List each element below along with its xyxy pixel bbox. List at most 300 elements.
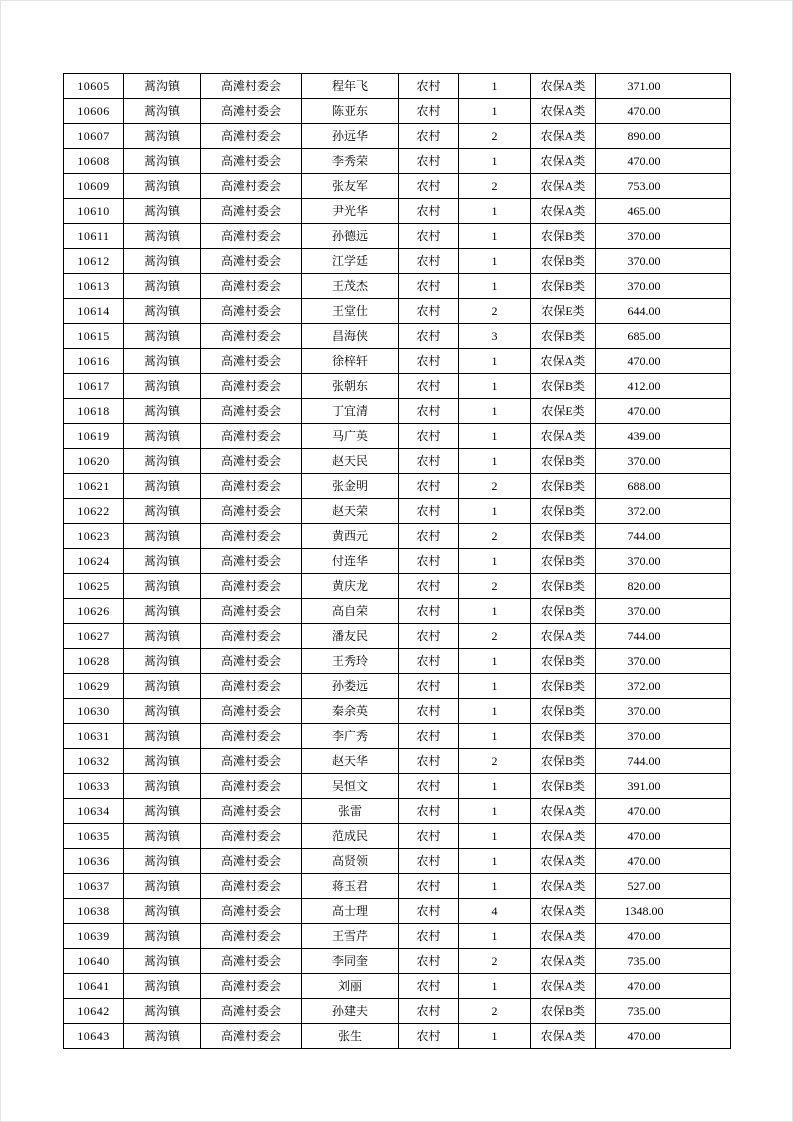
cell-category: 农保E类: [531, 399, 596, 424]
cell-village: 高滩村委会: [201, 524, 302, 549]
cell-id: 10614: [64, 299, 124, 324]
cell-village: 高滩村委会: [201, 174, 302, 199]
cell-village: 高滩村委会: [201, 324, 302, 349]
table-row: [64, 874, 731, 899]
cell-category: 农保A类: [531, 174, 596, 199]
cell-town: 蒿沟镇: [124, 549, 201, 574]
cell-village: 高滩村委会: [201, 99, 302, 124]
cell-amount: 527.00: [596, 874, 731, 899]
cell-count: 2: [459, 124, 531, 149]
cell-id: 10613: [64, 274, 124, 299]
table-row: [64, 424, 731, 449]
cell-name: 徐梓轩: [302, 349, 399, 374]
cell-type: 农村: [399, 424, 459, 449]
cell-name: 赵天民: [302, 449, 399, 474]
cell-town: 蒿沟镇: [124, 499, 201, 524]
cell-category: 农保B类: [531, 374, 596, 399]
cell-count: 2: [459, 474, 531, 499]
cell-amount: 439.00: [596, 424, 731, 449]
cell-amount: 470.00: [596, 799, 731, 824]
cell-name: 黄西元: [302, 524, 399, 549]
cell-category: 农保B类: [531, 224, 596, 249]
cell-category: 农保A类: [531, 949, 596, 974]
cell-name: 江学廷: [302, 249, 399, 274]
cell-id: 10609: [64, 174, 124, 199]
cell-name: 张朝东: [302, 374, 399, 399]
cell-count: 1: [459, 724, 531, 749]
cell-name: 张生: [302, 1024, 399, 1049]
cell-town: 蒿沟镇: [124, 524, 201, 549]
cell-category: 农保B类: [531, 324, 596, 349]
cell-category: 农保A类: [531, 924, 596, 949]
cell-type: 农村: [399, 774, 459, 799]
cell-count: 1: [459, 74, 531, 99]
cell-amount: 470.00: [596, 824, 731, 849]
cell-type: 农村: [399, 399, 459, 424]
table-row: [64, 924, 731, 949]
table-row: [64, 724, 731, 749]
cell-amount: 820.00: [596, 574, 731, 599]
cell-town: 蒿沟镇: [124, 949, 201, 974]
cell-town: 蒿沟镇: [124, 624, 201, 649]
cell-village: 高滩村委会: [201, 74, 302, 99]
cell-type: 农村: [399, 649, 459, 674]
cell-village: 高滩村委会: [201, 774, 302, 799]
cell-amount: 744.00: [596, 749, 731, 774]
cell-amount: 470.00: [596, 1024, 731, 1049]
cell-village: 高滩村委会: [201, 949, 302, 974]
cell-count: 1: [459, 399, 531, 424]
cell-count: 1: [459, 699, 531, 724]
cell-amount: 735.00: [596, 999, 731, 1024]
cell-category: 农保B类: [531, 599, 596, 624]
table-row: [64, 749, 731, 774]
cell-town: 蒿沟镇: [124, 274, 201, 299]
cell-count: 2: [459, 574, 531, 599]
table-row: [64, 399, 731, 424]
cell-type: 农村: [399, 524, 459, 549]
cell-type: 农村: [399, 99, 459, 124]
cell-town: 蒿沟镇: [124, 674, 201, 699]
cell-type: 农村: [399, 849, 459, 874]
cell-type: 农村: [399, 249, 459, 274]
cell-village: 高滩村委会: [201, 299, 302, 324]
cell-town: 蒿沟镇: [124, 799, 201, 824]
table-row: [64, 799, 731, 824]
cell-count: 1: [459, 224, 531, 249]
cell-village: 高滩村委会: [201, 899, 302, 924]
cell-name: 王秀玲: [302, 649, 399, 674]
cell-amount: 890.00: [596, 124, 731, 149]
cell-id: 10605: [64, 74, 124, 99]
cell-town: 蒿沟镇: [124, 474, 201, 499]
cell-id: 10626: [64, 599, 124, 624]
cell-amount: 744.00: [596, 624, 731, 649]
cell-name: 孙建夫: [302, 999, 399, 1024]
cell-id: 10616: [64, 349, 124, 374]
table-row: [64, 999, 731, 1024]
cell-category: 农保A类: [531, 1024, 596, 1049]
cell-village: 高滩村委会: [201, 674, 302, 699]
cell-count: 1: [459, 149, 531, 174]
cell-village: 高滩村委会: [201, 924, 302, 949]
cell-id: 10610: [64, 199, 124, 224]
cell-amount: 470.00: [596, 399, 731, 424]
table-row: [64, 499, 731, 524]
table-row: [64, 549, 731, 574]
cell-amount: 370.00: [596, 699, 731, 724]
cell-type: 农村: [399, 674, 459, 699]
table-row: [64, 124, 731, 149]
cell-category: 农保B类: [531, 449, 596, 474]
cell-category: 农保B类: [531, 724, 596, 749]
cell-id: 10625: [64, 574, 124, 599]
table-row: [64, 174, 731, 199]
cell-id: 10628: [64, 649, 124, 674]
table-row: [64, 699, 731, 724]
cell-town: 蒿沟镇: [124, 424, 201, 449]
cell-town: 蒿沟镇: [124, 699, 201, 724]
cell-name: 吴恒文: [302, 774, 399, 799]
cell-count: 1: [459, 799, 531, 824]
cell-town: 蒿沟镇: [124, 399, 201, 424]
cell-name: 高贤领: [302, 849, 399, 874]
table-row: [64, 599, 731, 624]
cell-count: 1: [459, 774, 531, 799]
cell-amount: 370.00: [596, 249, 731, 274]
cell-category: 农保E类: [531, 299, 596, 324]
cell-category: 农保B类: [531, 474, 596, 499]
cell-town: 蒿沟镇: [124, 149, 201, 174]
cell-town: 蒿沟镇: [124, 574, 201, 599]
cell-id: 10632: [64, 749, 124, 774]
cell-village: 高滩村委会: [201, 199, 302, 224]
cell-name: 昌海侠: [302, 324, 399, 349]
cell-name: 程年飞: [302, 74, 399, 99]
cell-amount: 372.00: [596, 674, 731, 699]
table-row: [64, 524, 731, 549]
cell-id: 10634: [64, 799, 124, 824]
cell-amount: 688.00: [596, 474, 731, 499]
cell-count: 1: [459, 199, 531, 224]
cell-type: 农村: [399, 474, 459, 499]
cell-category: 农保B类: [531, 649, 596, 674]
cell-type: 农村: [399, 324, 459, 349]
table-row: [64, 624, 731, 649]
cell-category: 农保A类: [531, 124, 596, 149]
cell-town: 蒿沟镇: [124, 724, 201, 749]
cell-name: 蒋玉君: [302, 874, 399, 899]
cell-name: 马广英: [302, 424, 399, 449]
cell-id: 10635: [64, 824, 124, 849]
cell-count: 1: [459, 649, 531, 674]
table-sheet: [63, 73, 731, 1049]
cell-type: 农村: [399, 449, 459, 474]
cell-category: 农保B类: [531, 774, 596, 799]
cell-count: 1: [459, 374, 531, 399]
cell-town: 蒿沟镇: [124, 974, 201, 999]
cell-count: 2: [459, 949, 531, 974]
cell-type: 农村: [399, 624, 459, 649]
cell-type: 农村: [399, 724, 459, 749]
cell-count: 1: [459, 1024, 531, 1049]
cell-town: 蒿沟镇: [124, 849, 201, 874]
cell-amount: 753.00: [596, 174, 731, 199]
cell-amount: 470.00: [596, 349, 731, 374]
cell-name: 王雪芹: [302, 924, 399, 949]
cell-id: 10621: [64, 474, 124, 499]
cell-town: 蒿沟镇: [124, 449, 201, 474]
table-row: [64, 99, 731, 124]
cell-town: 蒿沟镇: [124, 824, 201, 849]
cell-count: 1: [459, 349, 531, 374]
cell-name: 黄庆龙: [302, 574, 399, 599]
cell-id: 10608: [64, 149, 124, 174]
cell-count: 1: [459, 99, 531, 124]
cell-type: 农村: [399, 874, 459, 899]
cell-town: 蒿沟镇: [124, 99, 201, 124]
table-row: [64, 899, 731, 924]
cell-count: 2: [459, 624, 531, 649]
cell-count: 1: [459, 849, 531, 874]
cell-town: 蒿沟镇: [124, 374, 201, 399]
cell-amount: 744.00: [596, 524, 731, 549]
cell-category: 农保A类: [531, 74, 596, 99]
cell-type: 农村: [399, 974, 459, 999]
cell-amount: 470.00: [596, 924, 731, 949]
cell-village: 高滩村委会: [201, 499, 302, 524]
cell-name: 张金明: [302, 474, 399, 499]
cell-id: 10617: [64, 374, 124, 399]
cell-town: 蒿沟镇: [124, 224, 201, 249]
cell-category: 农保A类: [531, 424, 596, 449]
cell-village: 高滩村委会: [201, 724, 302, 749]
cell-id: 10631: [64, 724, 124, 749]
table-row: [64, 149, 731, 174]
cell-amount: 465.00: [596, 199, 731, 224]
cell-village: 高滩村委会: [201, 599, 302, 624]
cell-id: 10633: [64, 774, 124, 799]
table-row: [64, 299, 731, 324]
cell-town: 蒿沟镇: [124, 174, 201, 199]
table-row: [64, 474, 731, 499]
cell-type: 农村: [399, 199, 459, 224]
cell-category: 农保B类: [531, 999, 596, 1024]
cell-name: 秦余英: [302, 699, 399, 724]
table-row: [64, 949, 731, 974]
cell-count: 1: [459, 599, 531, 624]
cell-amount: 735.00: [596, 949, 731, 974]
cell-id: 10619: [64, 424, 124, 449]
cell-category: 农保A类: [531, 149, 596, 174]
cell-village: 高滩村委会: [201, 699, 302, 724]
cell-town: 蒿沟镇: [124, 924, 201, 949]
cell-village: 高滩村委会: [201, 399, 302, 424]
cell-count: 2: [459, 999, 531, 1024]
cell-town: 蒿沟镇: [124, 999, 201, 1024]
cell-category: 农保A类: [531, 99, 596, 124]
cell-type: 农村: [399, 949, 459, 974]
cell-village: 高滩村委会: [201, 999, 302, 1024]
cell-village: 高滩村委会: [201, 424, 302, 449]
cell-town: 蒿沟镇: [124, 749, 201, 774]
cell-name: 付连华: [302, 549, 399, 574]
cell-name: 孙远华: [302, 124, 399, 149]
cell-village: 高滩村委会: [201, 824, 302, 849]
cell-amount: 644.00: [596, 299, 731, 324]
table-row: [64, 974, 731, 999]
table-row: [64, 199, 731, 224]
cell-category: 农保B类: [531, 699, 596, 724]
cell-type: 农村: [399, 924, 459, 949]
cell-id: 10622: [64, 499, 124, 524]
cell-type: 农村: [399, 124, 459, 149]
cell-count: 1: [459, 449, 531, 474]
cell-id: 10639: [64, 924, 124, 949]
cell-category: 农保B类: [531, 274, 596, 299]
cell-village: 高滩村委会: [201, 449, 302, 474]
cell-category: 农保A类: [531, 899, 596, 924]
cell-amount: 370.00: [596, 549, 731, 574]
cell-amount: 372.00: [596, 499, 731, 524]
cell-id: 10627: [64, 624, 124, 649]
cell-name: 张雷: [302, 799, 399, 824]
cell-id: 10607: [64, 124, 124, 149]
cell-id: 10629: [64, 674, 124, 699]
cell-type: 农村: [399, 549, 459, 574]
cell-village: 高滩村委会: [201, 224, 302, 249]
cell-town: 蒿沟镇: [124, 249, 201, 274]
table-row: [64, 1024, 731, 1049]
cell-id: 10620: [64, 449, 124, 474]
cell-name: 李广秀: [302, 724, 399, 749]
cell-village: 高滩村委会: [201, 974, 302, 999]
cell-town: 蒿沟镇: [124, 899, 201, 924]
cell-count: 3: [459, 324, 531, 349]
cell-town: 蒿沟镇: [124, 299, 201, 324]
table-row: [64, 674, 731, 699]
cell-village: 高滩村委会: [201, 574, 302, 599]
cell-id: 10638: [64, 899, 124, 924]
cell-village: 高滩村委会: [201, 849, 302, 874]
cell-village: 高滩村委会: [201, 1024, 302, 1049]
table-row: [64, 374, 731, 399]
cell-category: 农保A类: [531, 849, 596, 874]
cell-category: 农保B类: [531, 749, 596, 774]
cell-town: 蒿沟镇: [124, 649, 201, 674]
table-row: [64, 74, 731, 99]
cell-village: 高滩村委会: [201, 374, 302, 399]
cell-id: 10611: [64, 224, 124, 249]
cell-id: 10642: [64, 999, 124, 1024]
cell-type: 农村: [399, 899, 459, 924]
cell-amount: 370.00: [596, 724, 731, 749]
cell-village: 高滩村委会: [201, 474, 302, 499]
cell-type: 农村: [399, 149, 459, 174]
cell-category: 农保A类: [531, 974, 596, 999]
cell-village: 高滩村委会: [201, 799, 302, 824]
cell-type: 农村: [399, 999, 459, 1024]
table-row: [64, 849, 731, 874]
cell-amount: 370.00: [596, 274, 731, 299]
cell-id: 10640: [64, 949, 124, 974]
cell-type: 农村: [399, 574, 459, 599]
cell-count: 1: [459, 824, 531, 849]
cell-id: 10623: [64, 524, 124, 549]
table-row: [64, 249, 731, 274]
cell-village: 高滩村委会: [201, 274, 302, 299]
cell-count: 1: [459, 249, 531, 274]
table-row: [64, 774, 731, 799]
cell-id: 10636: [64, 849, 124, 874]
cell-count: 1: [459, 924, 531, 949]
cell-category: 农保B类: [531, 499, 596, 524]
cell-type: 农村: [399, 74, 459, 99]
table-row: [64, 449, 731, 474]
cell-category: 农保A类: [531, 349, 596, 374]
cell-name: 王茂杰: [302, 274, 399, 299]
cell-count: 2: [459, 174, 531, 199]
cell-amount: 370.00: [596, 449, 731, 474]
cell-category: 农保A类: [531, 624, 596, 649]
cell-town: 蒿沟镇: [124, 324, 201, 349]
cell-amount: 470.00: [596, 849, 731, 874]
cell-name: 王堂仕: [302, 299, 399, 324]
cell-type: 农村: [399, 374, 459, 399]
cell-name: 张友军: [302, 174, 399, 199]
table-row: [64, 324, 731, 349]
cell-count: 1: [459, 549, 531, 574]
cell-village: 高滩村委会: [201, 874, 302, 899]
cell-name: 潘友民: [302, 624, 399, 649]
cell-amount: 371.00: [596, 74, 731, 99]
cell-name: 陈亚东: [302, 99, 399, 124]
cell-type: 农村: [399, 599, 459, 624]
cell-village: 高滩村委会: [201, 624, 302, 649]
cell-town: 蒿沟镇: [124, 124, 201, 149]
cell-name: 刘丽: [302, 974, 399, 999]
cell-town: 蒿沟镇: [124, 349, 201, 374]
cell-town: 蒿沟镇: [124, 599, 201, 624]
cell-id: 10612: [64, 249, 124, 274]
cell-name: 李秀荣: [302, 149, 399, 174]
cell-village: 高滩村委会: [201, 349, 302, 374]
table-row: [64, 824, 731, 849]
cell-category: 农保A类: [531, 824, 596, 849]
cell-type: 农村: [399, 174, 459, 199]
cell-id: 10641: [64, 974, 124, 999]
table-row: [64, 649, 731, 674]
cell-type: 农村: [399, 1024, 459, 1049]
table-row: [64, 224, 731, 249]
cell-village: 高滩村委会: [201, 149, 302, 174]
cell-type: 农村: [399, 299, 459, 324]
cell-type: 农村: [399, 799, 459, 824]
cell-count: 1: [459, 874, 531, 899]
cell-amount: 470.00: [596, 974, 731, 999]
cell-amount: 370.00: [596, 599, 731, 624]
cell-type: 农村: [399, 224, 459, 249]
cell-category: 农保B类: [531, 674, 596, 699]
cell-category: 农保A类: [531, 874, 596, 899]
cell-category: 农保B类: [531, 249, 596, 274]
cell-count: 2: [459, 524, 531, 549]
cell-count: 1: [459, 674, 531, 699]
cell-name: 范成民: [302, 824, 399, 849]
cell-id: 10618: [64, 399, 124, 424]
cell-type: 农村: [399, 499, 459, 524]
cell-name: 高自荣: [302, 599, 399, 624]
